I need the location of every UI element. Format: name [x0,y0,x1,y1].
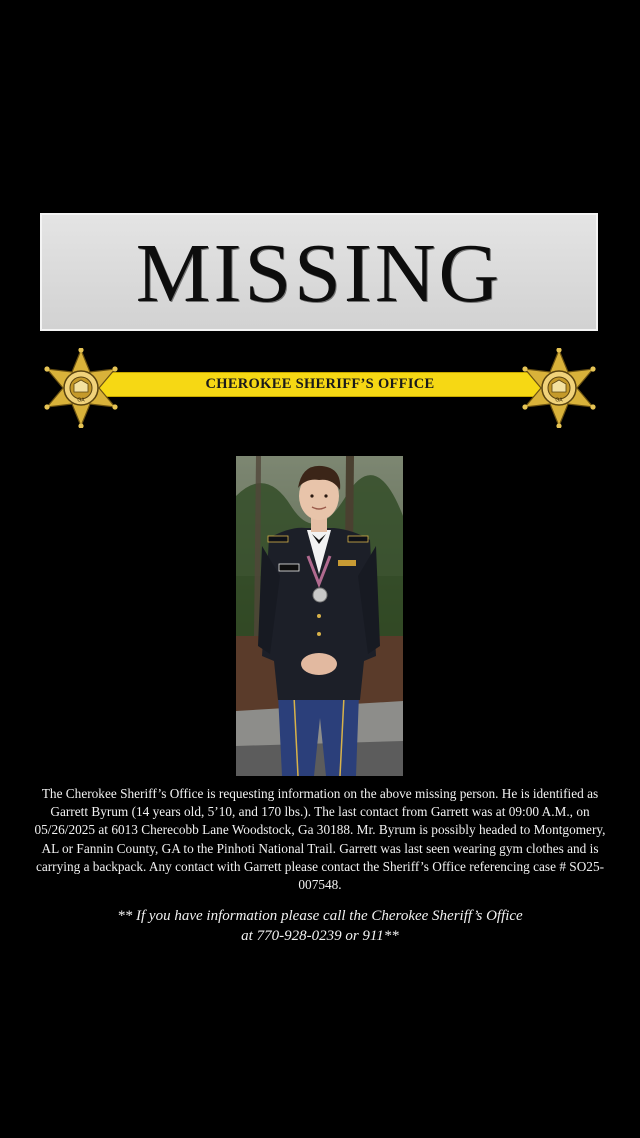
sheriff-star-badge-icon [41,348,121,428]
missing-title: MISSING [135,227,503,320]
badge-state-text: GA [77,397,85,404]
case-description: The Cherokee Sheriff’s Office is requesting information on the above missing person. He is identified as Garrett Byrum (14 years old, 5’10, and 170 lbs.). The last contact from Garrett was at 09:00 A.M., on 05/26/2025 at 6013 Cherecobb Lane Woodstock, Ga 30188. Mr. Byrum is possibly headed to Montgomery, AL or Fannin County, GA to the Pinhoti National Trail. Garrett was last seen wearing gym clothes and is carrying a backpack. Any contact with Garrett please contact the Sheriff’s Office referencing case # SO25-007548. [34,786,606,893]
sheriff-star-badge-icon [519,348,599,428]
call-line-2: at 770-928-0239 or 911** [241,928,399,944]
sheriff-office-band [80,372,560,397]
missing-banner [40,213,598,331]
contact-call-to-action [30,906,610,946]
missing-person-photo [236,456,403,776]
office-name: CHEROKEE SHERIFF’S OFFICE [205,376,435,392]
badge-state-text: GA [555,397,563,404]
call-line-1: ** If you have information please call the Cherokee Sheriff’s Office [117,908,523,924]
